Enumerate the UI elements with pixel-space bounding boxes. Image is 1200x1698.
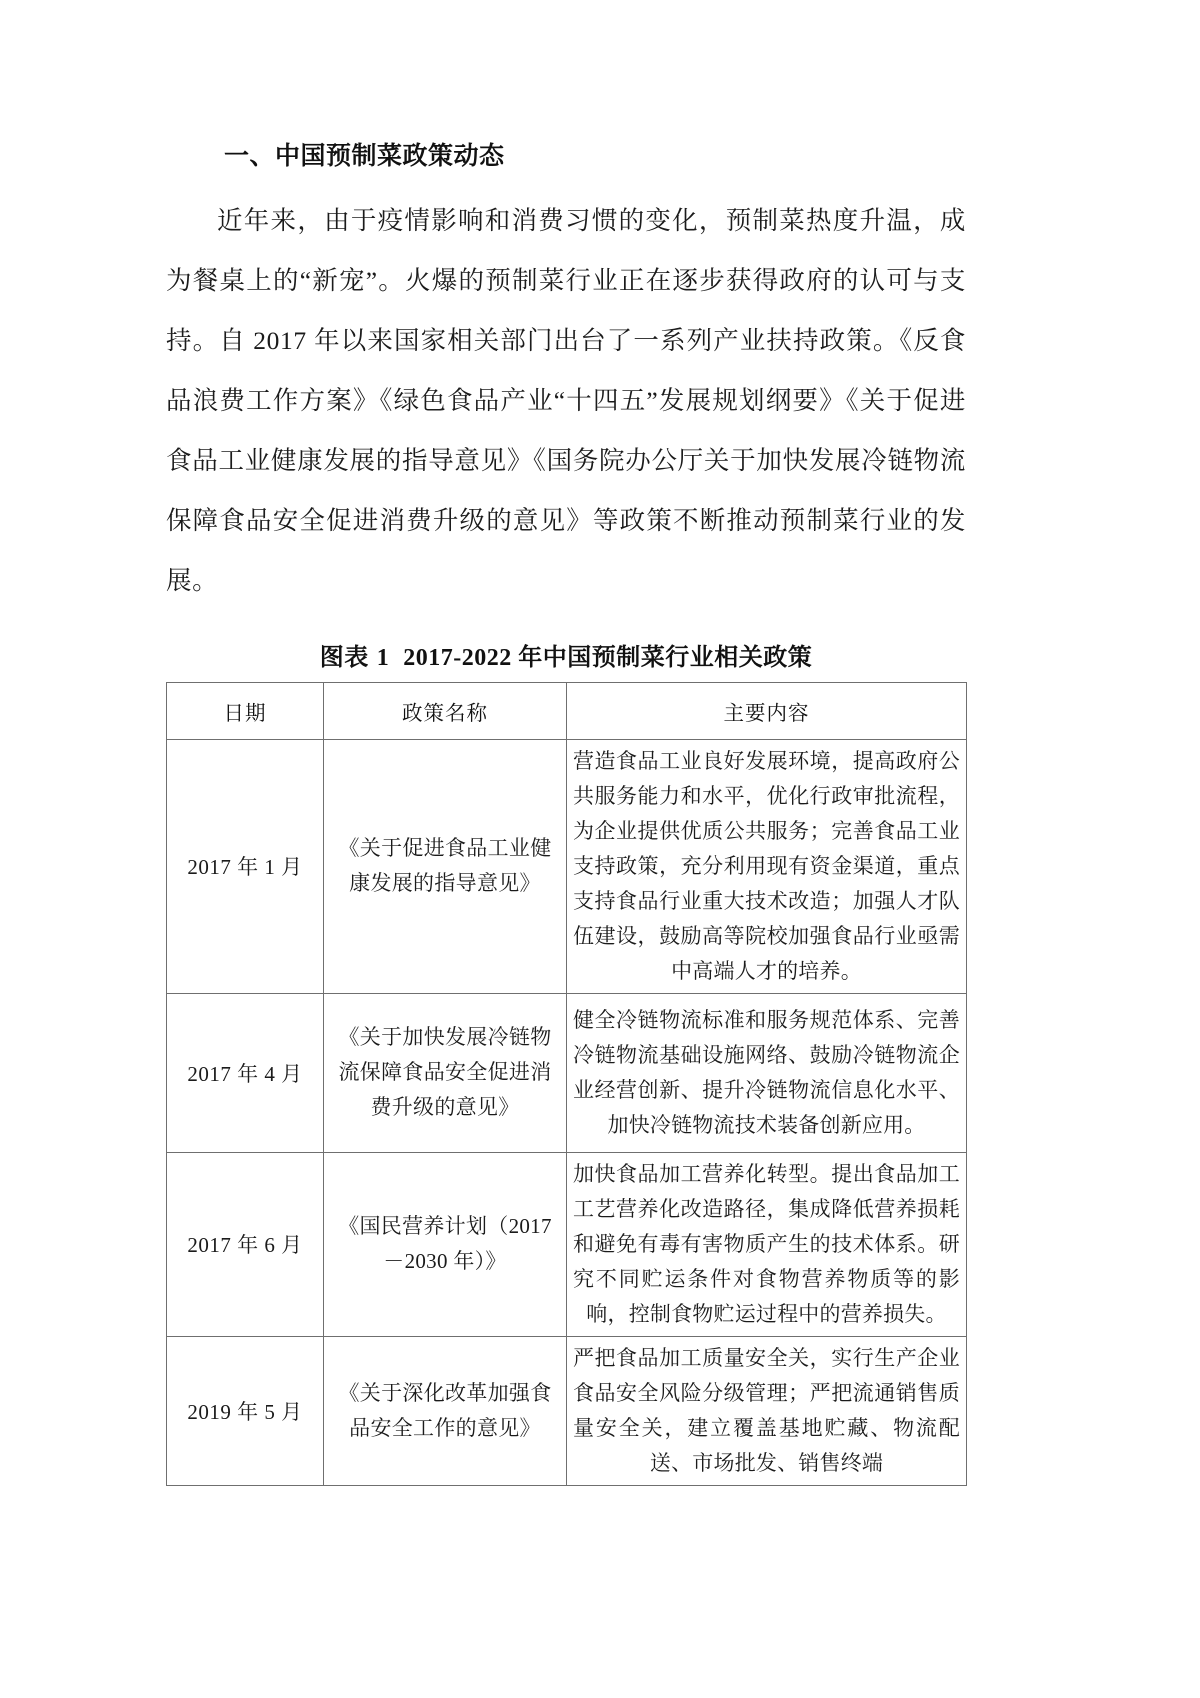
policy-table: [166, 682, 967, 1486]
cell-detail: 严把食品加工质量安全关，实行生产企业食品安全风险分级管理；严把流通销售质量安全关，建立覆盖基地贮藏、物流配送、市场批发、销售终端: [567, 1336, 967, 1485]
column-header-policy: 政策名称: [324, 682, 567, 739]
figure-number: 1: [376, 644, 390, 671]
table-header-row: [167, 682, 967, 739]
cell-detail: 营造食品工业良好发展环境，提高政府公共服务能力和水平，优化行政审批流程，为企业提供优质公共服务；完善食品工业支持政策，充分利用现有资金渠道，重点支持食品行业重大技术改造；加强人才队伍建设，鼓励高等院校加强食品行业亟需中高端人才的培养。: [567, 739, 967, 993]
figure-title: 2017-2022 年中国预制菜行业相关政策: [403, 644, 813, 671]
column-header-date: 日期: [167, 682, 324, 739]
figure-label: 图表: [319, 644, 369, 671]
page-content: [166, 140, 966, 1486]
cell-detail: 加快食品加工营养化转型。提出食品加工工艺营养化改造路径，集成降低营养损耗和避免有毒有害物质产生的技术体系。研究不同贮运条件对食物营养物质等的影响，控制食物贮运过程中的营养损失。: [567, 1152, 967, 1336]
column-header-detail: 主要内容: [567, 682, 967, 739]
table-row: [167, 1152, 967, 1336]
cell-date: 2017 年 4 月: [167, 993, 324, 1152]
cell-policy: 《国民营养计划（2017－2030 年）》: [324, 1152, 567, 1336]
body-paragraph: 近年来，由于疫情影响和消费习惯的变化，预制菜热度升温，成为餐桌上的“新宠”。火爆的预制菜行业正在逐步获得政府的认可与支持。自 2017 年以来国家相关部门出台了一系列产业扶持政策。《反食品浪费工作方案》《绿色食品产业“十四五”发展规划纲要》《关于促进食品工业健康发展的指导意见》《国务院办公厅关于加快发展冷链物流保障食品安全促进消费升级的意见》等政策不断推动预制菜行业的发展。: [166, 205, 966, 595]
table-row: [167, 993, 967, 1152]
cell-date: 2017 年 6 月: [167, 1152, 324, 1336]
cell-policy: 《关于促进食品工业健康发展的指导意见》: [324, 739, 567, 993]
cell-date: 2019 年 5 月: [167, 1336, 324, 1485]
section-heading: 一、中国预制菜政策动态: [224, 142, 505, 170]
cell-date: 2017 年 1 月: [167, 739, 324, 993]
figure-caption: [166, 637, 966, 672]
cell-policy: 《关于深化改革加强食品安全工作的意见》: [324, 1336, 567, 1485]
cell-detail: 健全冷链物流标准和服务规范体系、完善冷链物流基础设施网络、鼓励冷链物流企业经营创新、提升冷链物流信息化水平、加快冷链物流技术装备创新应用。: [567, 993, 967, 1152]
table-row: [167, 739, 967, 993]
table-row: [167, 1336, 967, 1485]
cell-policy: 《关于加快发展冷链物流保障食品安全促进消费升级的意见》: [324, 993, 567, 1152]
